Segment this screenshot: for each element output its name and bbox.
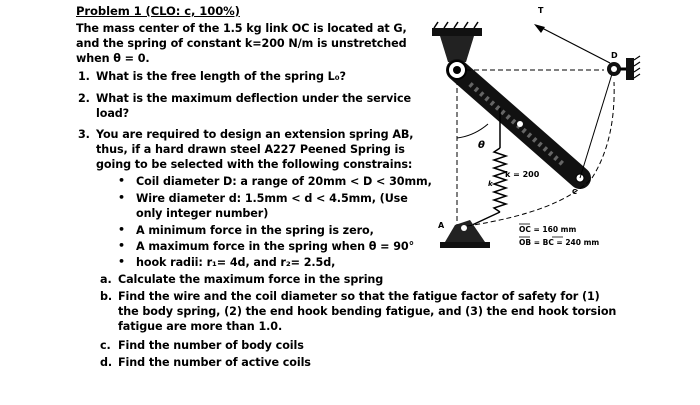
intro-line: when θ = 0.	[76, 52, 150, 65]
bullet-icon: •	[118, 191, 126, 204]
question-text: You are required to design an extension spring AB,	[96, 128, 414, 141]
task-letter: b.	[100, 290, 113, 303]
cable-dt	[542, 28, 610, 63]
constraint-text: only integer number)	[136, 207, 269, 220]
constraint-text: hook radii: r₁= 4d, and r₂= 2.5d,	[136, 256, 336, 269]
spring-stiffness-label: k = 200	[505, 170, 540, 179]
task-text: Find the number of active coils	[118, 356, 311, 369]
dimension-oc: OC = 160 mm	[519, 225, 577, 234]
point-a-label: A	[438, 221, 445, 230]
constraint-text: Wire diameter d: 1.5mm < d < 4.5mm, (Use	[136, 192, 408, 205]
question-number: 2.	[78, 92, 90, 105]
point-d-label: D	[611, 51, 618, 60]
constraint-text: Coil diameter D: a range of 20mm < D < 30mm,	[136, 175, 432, 188]
bullet-icon: •	[118, 223, 126, 236]
cable-cd	[580, 74, 612, 178]
spring	[470, 108, 506, 226]
question-text: thus, if a hard drawn steel A227 Peened Spring is	[96, 143, 405, 156]
bullet-icon: •	[118, 239, 126, 252]
mass-center-marker	[517, 121, 523, 127]
intro-line: and the spring of constant k=200 N/m is unstretched	[76, 37, 407, 50]
bullet-icon: •	[118, 255, 126, 268]
tension-label: T	[538, 6, 544, 15]
top-wall-support	[432, 22, 482, 62]
question-number: 3.	[78, 128, 90, 141]
arc-path-c-upper	[592, 82, 614, 178]
task-letter: c.	[100, 339, 111, 352]
task-text: the body spring, (2) the end hook bending fatigue, and (3) the end hook torsion	[118, 305, 617, 318]
question-number: 1.	[78, 70, 90, 83]
ground-support-a	[440, 220, 490, 248]
intro-line: The mass center of the 1.5 kg link OC is located at G,	[76, 22, 407, 35]
constraint-text: A maximum force in the spring when θ = 90°	[136, 240, 415, 253]
bullet-icon: •	[118, 174, 126, 187]
tension-arrow-icon	[534, 24, 545, 33]
task-letter: a.	[100, 273, 112, 286]
mechanism-diagram	[410, 0, 700, 275]
task-letter: d.	[100, 356, 113, 369]
task-text: Calculate the maximum force in the spring	[118, 273, 384, 286]
dimension-ob-bc: OB = BC = 240 mm	[519, 238, 600, 247]
constraint-text: A minimum force in the spring is zero,	[136, 224, 374, 237]
question-text: What is the free length of the spring L₀?	[96, 70, 346, 83]
task-text: Find the number of body coils	[118, 339, 304, 352]
spring-k-label: k	[488, 180, 493, 188]
problem-heading: Problem 1 (CLO: c, 100%)	[76, 4, 240, 18]
theta-label: θ	[478, 140, 485, 151]
question-text: What is the maximum deflection under the service	[96, 92, 412, 105]
question-text: going to be selected with the following constrains:	[96, 158, 413, 171]
task-text: Find the wire and the coil diameter so that the fatigue factor of safety for (1)	[118, 290, 600, 303]
point-c-label: C	[572, 188, 578, 196]
task-text: fatigue are more than 1.0.	[118, 320, 283, 333]
link-oc	[448, 61, 584, 182]
question-text: load?	[96, 107, 130, 120]
theta-arc	[457, 124, 488, 138]
